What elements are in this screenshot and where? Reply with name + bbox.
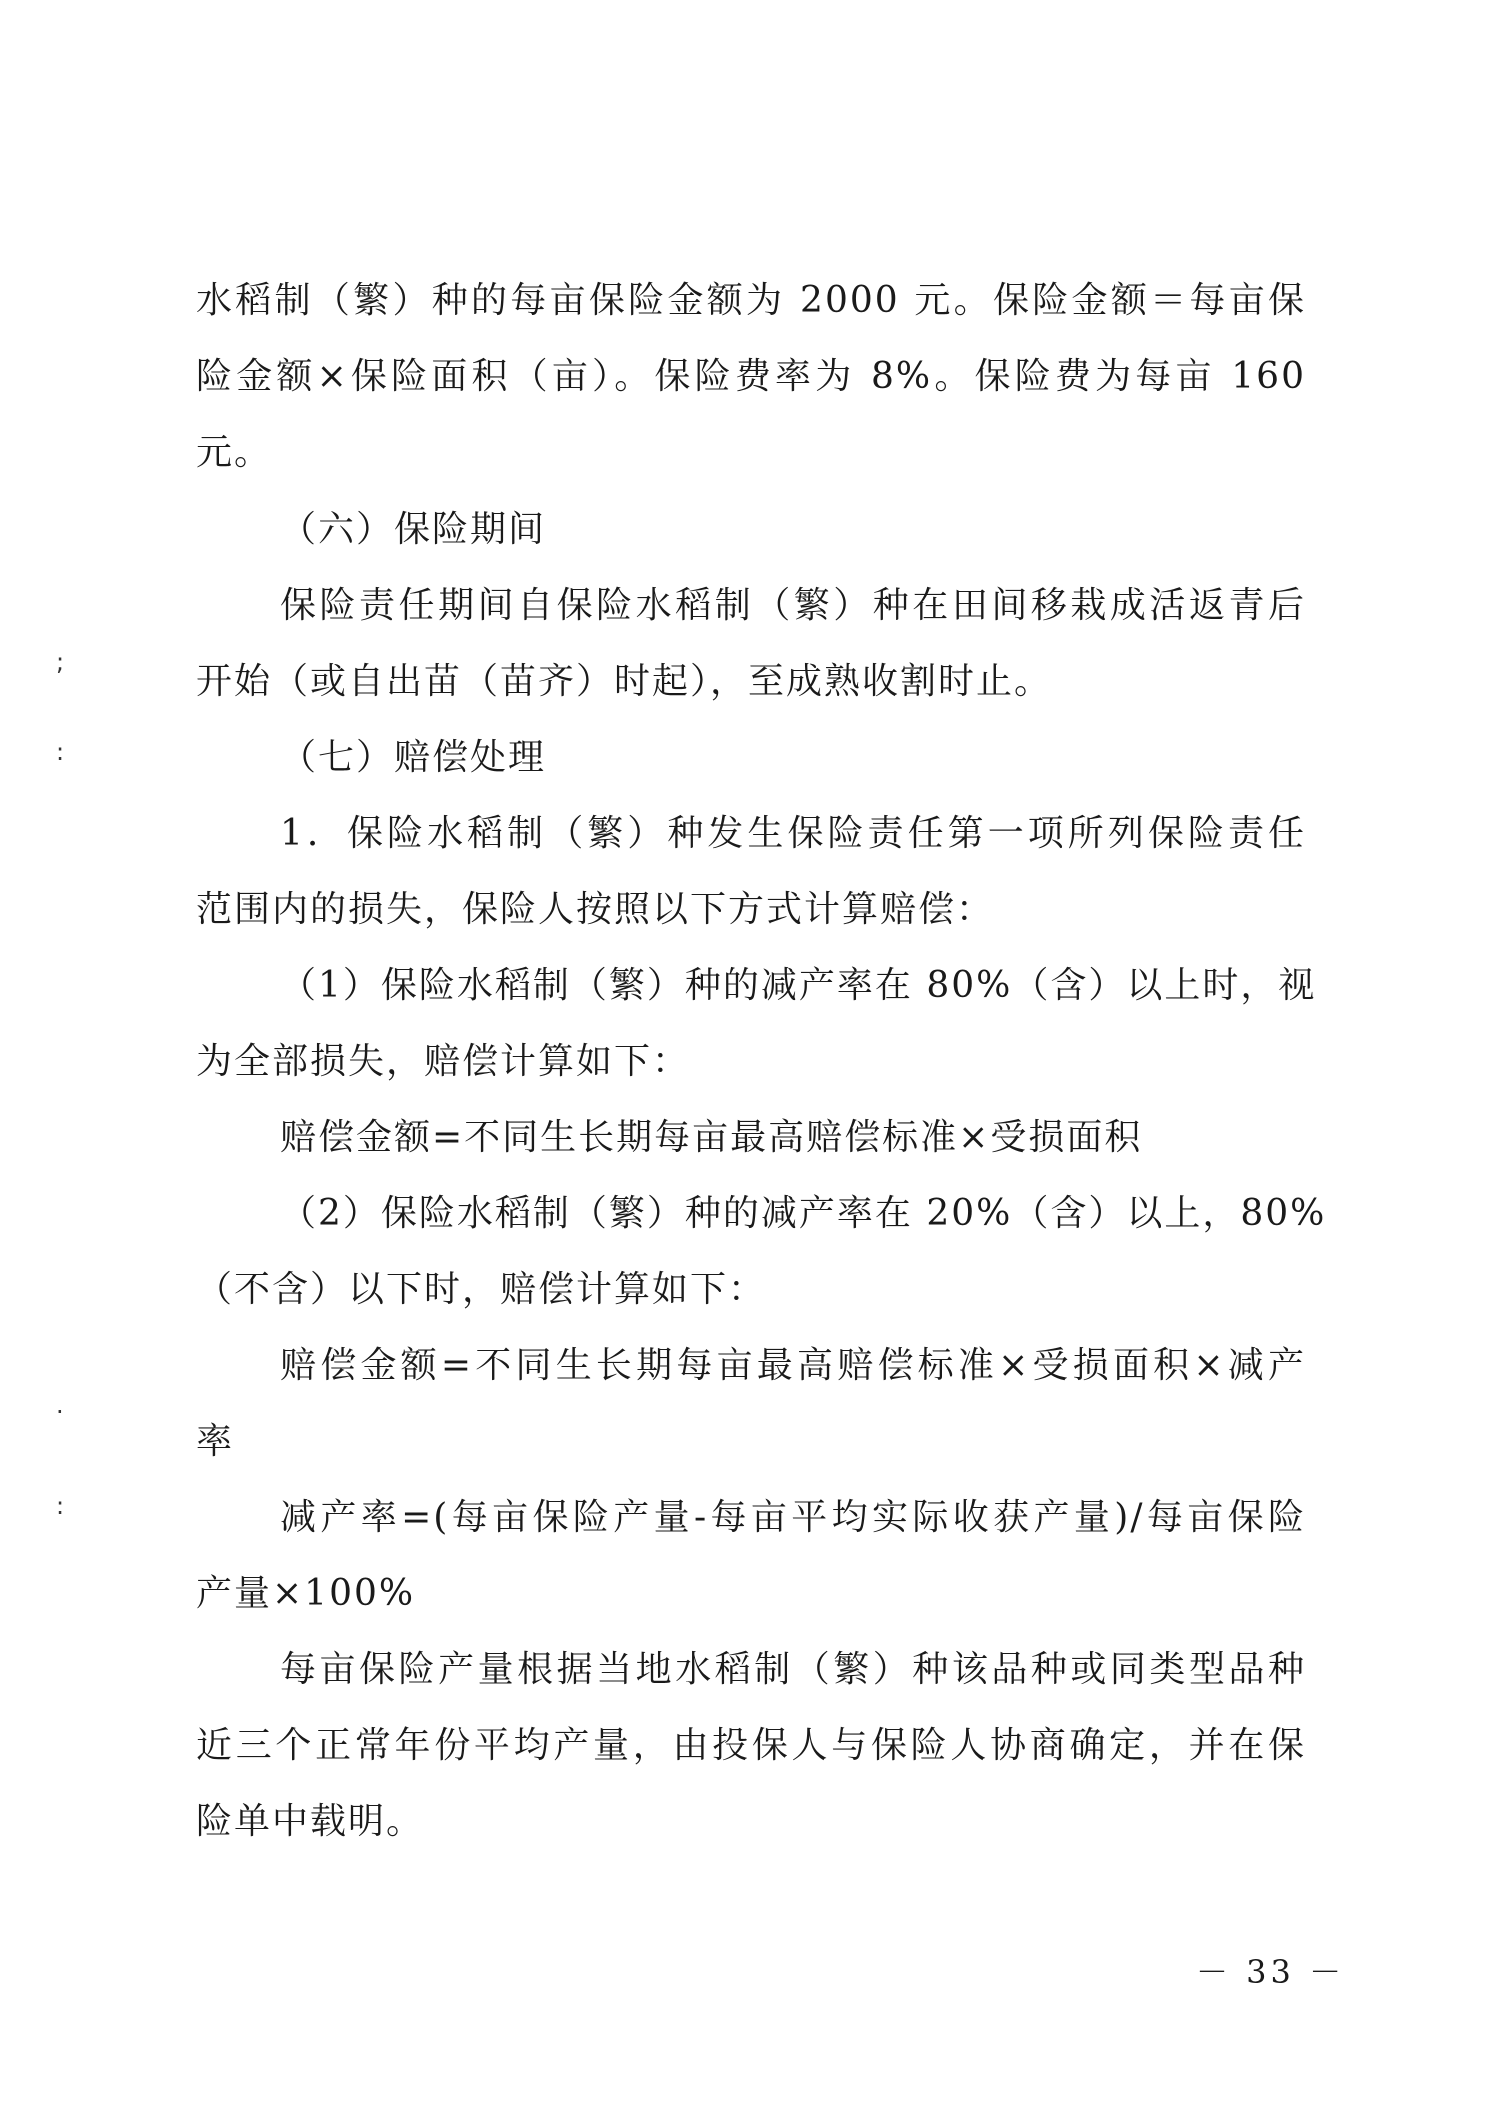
binding-hole-mark: : <box>56 738 65 766</box>
text-line: （1）保险水稻制（繁）种的减产率在 80%（含）以上时，视 <box>280 965 1317 1006</box>
text-line: 元。 <box>196 432 273 473</box>
text-line: 水稻制（繁）种的每亩保险金额为 2000 元。保险金额＝每亩保 <box>196 280 1306 321</box>
binding-hole-mark: ; <box>56 648 65 676</box>
text-line: 产量×100% <box>196 1573 416 1614</box>
text-line: 为全部损失，赔偿计算如下： <box>196 1041 691 1082</box>
text-line: 近三个正常年份平均产量，由投保人与保险人协商确定，并在保 <box>196 1725 1306 1766</box>
text-line: 险单中载明。 <box>196 1801 425 1842</box>
page-number: － 33 － <box>1196 1953 1346 1991</box>
text-line: 1．保险水稻制（繁）种发生保险责任第一项所列保险责任 <box>280 813 1306 854</box>
formula-line: 赔偿金额=不同生长期每亩最高赔偿标准×受损面积 <box>280 1117 1143 1158</box>
binding-hole-mark: · <box>56 1398 64 1426</box>
formula-line: 减产率=(每亩保险产量-每亩平均实际收获产量)/每亩保险 <box>280 1497 1306 1538</box>
formula-line: 赔偿金额=不同生长期每亩最高赔偿标准×受损面积×减产 <box>280 1345 1306 1386</box>
text-line: 率 <box>196 1421 235 1462</box>
text-line: 每亩保险产量根据当地水稻制（繁）种该品种或同类型品种 <box>280 1649 1306 1690</box>
binding-hole-mark: : <box>56 1492 65 1520</box>
text-line: 保险责任期间自保险水稻制（繁）种在田间移栽成活返青后 <box>280 585 1306 626</box>
text-line: 险金额×保险面积（亩）。保险费率为 8%。保险费为每亩 160 <box>196 356 1306 397</box>
section-heading: （七）赔偿处理 <box>280 737 547 778</box>
text-line: 范围内的损失，保险人按照以下方式计算赔偿： <box>196 889 995 930</box>
section-heading: （六）保险期间 <box>280 509 547 550</box>
text-line: 开始（或自出苗（苗齐）时起），至成熟收割时止。 <box>196 661 1053 702</box>
text-line: （2）保险水稻制（繁）种的减产率在 20%（含）以上，80% <box>280 1193 1327 1234</box>
text-line: （不含）以下时，赔偿计算如下： <box>196 1269 767 1310</box>
